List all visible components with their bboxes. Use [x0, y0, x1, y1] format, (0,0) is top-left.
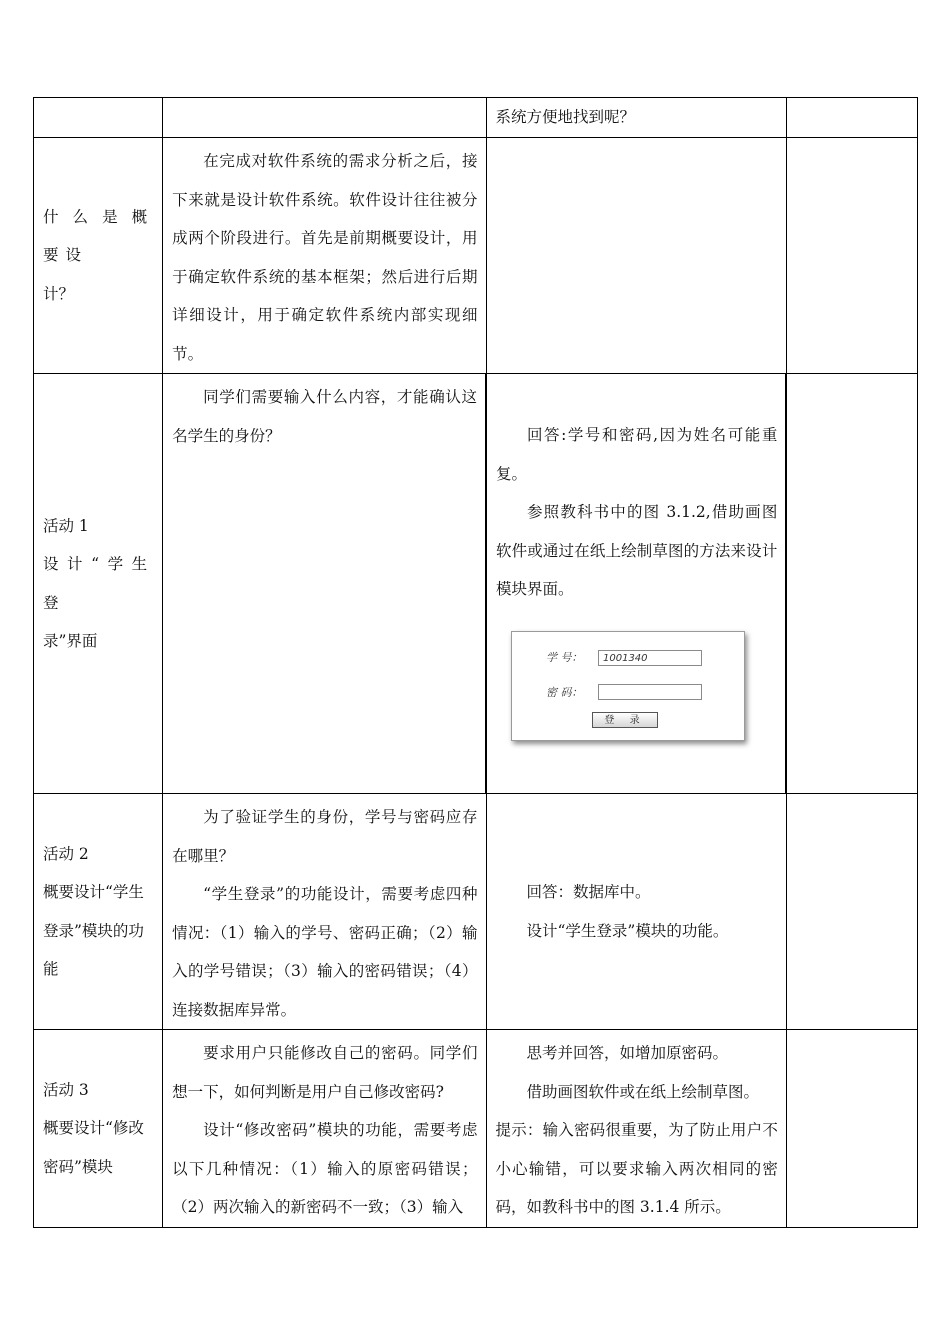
paragraph: 在完成对软件系统的需求分析之后，接下来就是设计软件系统。软件设计往往被分成两个阶段进行。首先是前期概要设计，用于确定软件系统的基本框架；然后进行后期详细设计，用于确定软件系统内部实现细节。	[172, 152, 478, 363]
student-activity-cell	[486, 1030, 786, 1228]
table-row	[34, 1030, 918, 1228]
teacher-activity-cell	[163, 374, 486, 794]
topic-cell	[34, 1030, 163, 1228]
topic-line: 设计“学生登	[43, 555, 155, 612]
paragraph: 参照教科书中的图 3.1.2,借助画图软件或通过在纸上绘制草图的方法来设计模块界面。	[496, 503, 778, 598]
topic-line: 什么是概要设	[43, 207, 155, 265]
paragraph: 思考并回答，如增加原密码。	[526, 1044, 729, 1062]
teacher-activity-cell	[163, 98, 486, 138]
student-id-label: 学 号：	[546, 650, 583, 664]
paragraph: 要求用户只能修改自己的密码。同学们想一下，如何判断是用户自己修改密码?	[172, 1044, 478, 1101]
topic-line: 录”界面	[43, 632, 98, 650]
student-id-field: 1001340	[598, 650, 702, 666]
topic-line: 活动 1	[43, 516, 89, 535]
topic-line: 能	[43, 960, 59, 978]
topic-cell	[34, 374, 163, 794]
topic-line: 活动 2	[43, 844, 89, 863]
paragraph: 同学们需要输入什么内容，才能确认这名学生的身份？	[172, 388, 477, 445]
paragraph: 设计“修改密码”模块的功能，需要考虑以下几种情况：（1）输入的原密码错误；（2）两次输入的新密码不一致；（3）输入	[172, 1121, 478, 1216]
login-button: 登 录	[592, 712, 658, 728]
topic-line: 登录”模块的功	[43, 921, 144, 940]
topic-line: 活动 3	[43, 1080, 89, 1099]
paragraph: 系统方便地找到呢？	[495, 108, 636, 126]
notes-cell	[786, 138, 917, 374]
teacher-activity-cell	[163, 1030, 486, 1228]
topic-cell	[34, 794, 163, 1030]
teacher-activity-cell	[163, 138, 486, 374]
student-activity-cell	[486, 138, 786, 374]
notes-cell	[786, 794, 917, 1030]
student-activity-cell	[486, 794, 786, 1030]
teacher-activity-cell	[163, 794, 486, 1030]
notes-cell	[786, 98, 917, 138]
topic-cell	[34, 98, 163, 138]
topic-line: 密码”模块	[43, 1157, 113, 1176]
topic-line: 概要设计“学生	[43, 883, 144, 901]
paragraph: 为了验证学生的身份，学号与密码应存在哪里？	[172, 808, 478, 865]
table-row	[34, 98, 918, 138]
topic-line: 概要设计“修改	[43, 1119, 144, 1137]
table-row	[34, 794, 918, 1030]
student-activity-cell	[486, 98, 786, 138]
topic-cell	[34, 138, 163, 374]
paragraph: 回答:学号和密码,因为姓名可能重复。	[496, 426, 778, 483]
notes-cell	[786, 374, 917, 794]
table-row	[34, 374, 918, 794]
password-label: 密 码：	[546, 685, 583, 699]
password-field	[598, 684, 702, 700]
paragraph: 提示：输入密码很重要，为了防止用户不小心输错，可以要求输入两次相同的密码，如教科书中的图 3.1.4 所示。	[495, 1121, 778, 1216]
paragraph: “学生登录”的功能设计，需要考虑四种情况：（1）输入的学号、密码正确；（2）输入的学号错误；（3）输入的密码错误；（4）连接数据库异常。	[172, 885, 478, 1019]
paragraph: 回答：数据库中。	[526, 883, 651, 901]
paragraph: 借助画图软件或在纸上绘制草图。	[526, 1082, 760, 1101]
topic-line: 计？	[43, 284, 75, 303]
student-activity-cell	[486, 374, 786, 794]
notes-cell	[786, 1030, 917, 1228]
login-window-figure	[511, 631, 745, 741]
lesson-plan-table	[33, 97, 918, 1228]
table-row	[34, 138, 918, 374]
paragraph: 设计“学生登录”模块的功能。	[526, 921, 729, 940]
